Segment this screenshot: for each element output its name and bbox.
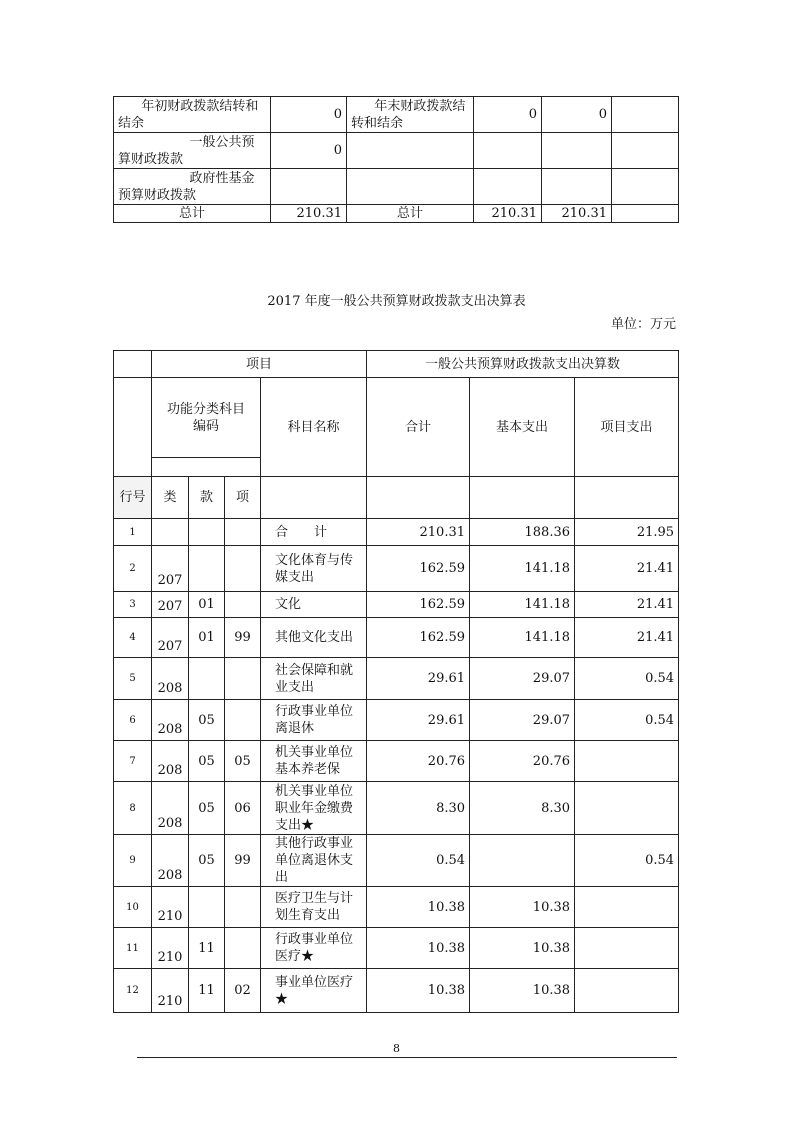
code-kuan: 05 <box>189 782 225 835</box>
cell-value <box>474 169 542 205</box>
code-lei <box>152 519 189 546</box>
subject-name: 医疗卫生与计划生育支出 <box>261 887 367 928</box>
table-row <box>114 835 679 887</box>
code-kuan: 01 <box>189 592 225 618</box>
amount-project <box>575 782 679 835</box>
code-kuan: 11 <box>189 928 225 969</box>
table-row <box>114 928 679 969</box>
amount-total: 20.76 <box>367 741 470 782</box>
code-lei: 208 <box>152 700 189 741</box>
amount-total: 29.61 <box>367 658 470 700</box>
code-xiang <box>225 519 261 546</box>
subject-name: 其他行政事业单位离退休支出 <box>261 835 367 887</box>
header-kuan: 款 <box>189 477 225 519</box>
cell-value <box>612 169 679 205</box>
header-project: 项目 <box>152 351 367 378</box>
header-row <box>114 351 679 378</box>
code-xiang <box>225 592 261 618</box>
amount-total: 162.59 <box>367 618 470 658</box>
top-table-total-row <box>114 205 679 223</box>
table-row <box>114 618 679 658</box>
table-row <box>114 969 679 1013</box>
row-number: 4 <box>114 618 152 658</box>
row-number: 5 <box>114 658 152 700</box>
cell-value: 0 <box>271 97 347 133</box>
code-xiang: 02 <box>225 969 261 1013</box>
row-number: 6 <box>114 700 152 741</box>
total-value <box>612 205 679 223</box>
footer-divider <box>137 1057 677 1058</box>
code-lei: 207 <box>152 592 189 618</box>
amount-project: 21.41 <box>575 546 679 592</box>
amount-project: 21.41 <box>575 618 679 658</box>
cell-label: 年初财政拨款结转和结余 <box>114 97 271 133</box>
code-lei: 210 <box>152 887 189 928</box>
row-number: 2 <box>114 546 152 592</box>
row-number: 10 <box>114 887 152 928</box>
code-xiang <box>225 546 261 592</box>
code-lei: 210 <box>152 969 189 1013</box>
header-row-no: 行号 <box>114 477 152 519</box>
code-kuan: 05 <box>189 835 225 887</box>
cell-value <box>612 133 679 169</box>
amount-project <box>575 969 679 1013</box>
code-xiang <box>225 658 261 700</box>
code-kuan: 01 <box>189 618 225 658</box>
code-xiang: 05 <box>225 741 261 782</box>
code-xiang: 99 <box>225 835 261 887</box>
header-subject-name: 科目名称 <box>261 378 367 477</box>
subject-name: 事业单位医疗★ <box>261 969 367 1013</box>
cell-value <box>542 133 612 169</box>
subject-name: 文化 <box>261 592 367 618</box>
header-row <box>114 477 679 519</box>
subject-name: 合 计 <box>261 519 367 546</box>
amount-basic: 29.07 <box>470 658 575 700</box>
total-label: 总计 <box>114 205 271 223</box>
amount-project <box>575 928 679 969</box>
amount-project: 0.54 <box>575 835 679 887</box>
code-xiang: 06 <box>225 782 261 835</box>
row-number: 7 <box>114 741 152 782</box>
code-lei: 208 <box>152 658 189 700</box>
header-blank <box>114 378 152 477</box>
header-empty <box>575 477 679 519</box>
row-number: 11 <box>114 928 152 969</box>
amount-project: 0.54 <box>575 658 679 700</box>
table-row <box>114 782 679 835</box>
top-table-row <box>114 97 679 133</box>
code-lei: 207 <box>152 618 189 658</box>
amount-basic: 141.18 <box>470 592 575 618</box>
total-value: 210.31 <box>271 205 347 223</box>
subject-name: 机关事业单位职业年金缴费支出★ <box>261 782 367 835</box>
code-xiang: 99 <box>225 618 261 658</box>
top-table-row <box>114 169 679 205</box>
cell-value: 0 <box>271 133 347 169</box>
header-empty <box>367 477 470 519</box>
amount-total: 162.59 <box>367 546 470 592</box>
amount-basic: 8.30 <box>470 782 575 835</box>
table-row <box>114 592 679 618</box>
code-kuan: 11 <box>189 969 225 1013</box>
table-row <box>114 700 679 741</box>
amount-basic: 10.38 <box>470 928 575 969</box>
cell-value <box>612 97 679 133</box>
code-lei: 210 <box>152 928 189 969</box>
unit-label: 单位：万元 <box>610 317 676 332</box>
top-table-row <box>114 133 679 169</box>
amount-basic: 10.38 <box>470 969 575 1013</box>
header-empty <box>470 477 575 519</box>
header-func-code: 功能分类科目编码 <box>152 378 261 458</box>
page-number: 8 <box>393 1042 400 1055</box>
header-lei: 类 <box>152 477 189 519</box>
amount-basic <box>470 835 575 887</box>
amount-basic: 10.38 <box>470 887 575 928</box>
subject-name: 社会保障和就业支出 <box>261 658 367 700</box>
amount-basic: 141.18 <box>470 546 575 592</box>
amount-total: 10.38 <box>367 969 470 1013</box>
code-xiang <box>225 887 261 928</box>
amount-basic: 20.76 <box>470 741 575 782</box>
row-number: 12 <box>114 969 152 1013</box>
code-kuan: 05 <box>189 700 225 741</box>
table-row <box>114 519 679 546</box>
amount-total: 210.31 <box>367 519 470 546</box>
code-kuan <box>189 519 225 546</box>
code-xiang <box>225 928 261 969</box>
code-kuan <box>189 546 225 592</box>
amount-total: 10.38 <box>367 887 470 928</box>
total-label: 总计 <box>347 205 474 223</box>
amount-total: 10.38 <box>367 928 470 969</box>
header-spacer <box>152 458 261 477</box>
table-title: 2017 年度一般公共预算财政拨款支出决算表 <box>267 294 526 309</box>
code-lei: 208 <box>152 741 189 782</box>
header-project-exp: 项目支出 <box>575 378 679 477</box>
cell-value <box>271 169 347 205</box>
code-lei: 208 <box>152 782 189 835</box>
amount-basic: 141.18 <box>470 618 575 658</box>
cell-label: 年末财政拨款结转和结余 <box>347 97 474 133</box>
table-row <box>114 741 679 782</box>
cell-value: 0 <box>474 97 542 133</box>
amount-total: 29.61 <box>367 700 470 741</box>
code-xiang <box>225 700 261 741</box>
header-basic: 基本支出 <box>470 378 575 477</box>
cell-label: 政府性基金预算财政拨款 <box>114 169 271 205</box>
cell-value: 0 <box>542 97 612 133</box>
table-row <box>114 546 679 592</box>
cell-value <box>542 169 612 205</box>
header-total: 合计 <box>367 378 470 477</box>
total-value: 210.31 <box>542 205 612 223</box>
total-value: 210.31 <box>474 205 542 223</box>
header-corner <box>114 351 152 378</box>
code-kuan <box>189 887 225 928</box>
header-amount: 一般公共预算财政拨款支出决算数 <box>367 351 679 378</box>
subject-name: 机关事业单位基本养老保 <box>261 741 367 782</box>
amount-total: 8.30 <box>367 782 470 835</box>
row-number: 3 <box>114 592 152 618</box>
amount-total: 0.54 <box>367 835 470 887</box>
code-kuan <box>189 658 225 700</box>
expenditure-table <box>113 350 679 1013</box>
cell-label <box>347 169 474 205</box>
amount-project: 21.95 <box>575 519 679 546</box>
code-lei: 208 <box>152 835 189 887</box>
cell-label: 一般公共预算财政拨款 <box>114 133 271 169</box>
header-empty <box>261 477 367 519</box>
code-lei: 207 <box>152 546 189 592</box>
amount-project <box>575 741 679 782</box>
row-number: 8 <box>114 782 152 835</box>
subject-name: 其他文化支出 <box>261 618 367 658</box>
row-number: 1 <box>114 519 152 546</box>
amount-project: 21.41 <box>575 592 679 618</box>
amount-total: 162.59 <box>367 592 470 618</box>
amount-project: 0.54 <box>575 700 679 741</box>
top-summary-table <box>113 96 679 223</box>
cell-value <box>474 133 542 169</box>
row-number: 9 <box>114 835 152 887</box>
table-row <box>114 887 679 928</box>
cell-label <box>347 133 474 169</box>
subject-name: 文化体育与传媒支出 <box>261 546 367 592</box>
subject-name: 行政事业单位医疗★ <box>261 928 367 969</box>
table-row <box>114 658 679 700</box>
header-row <box>114 378 679 458</box>
amount-project <box>575 887 679 928</box>
subject-name: 行政事业单位离退休 <box>261 700 367 741</box>
amount-basic: 29.07 <box>470 700 575 741</box>
header-xiang: 项 <box>225 477 261 519</box>
amount-basic: 188.36 <box>470 519 575 546</box>
code-kuan: 05 <box>189 741 225 782</box>
